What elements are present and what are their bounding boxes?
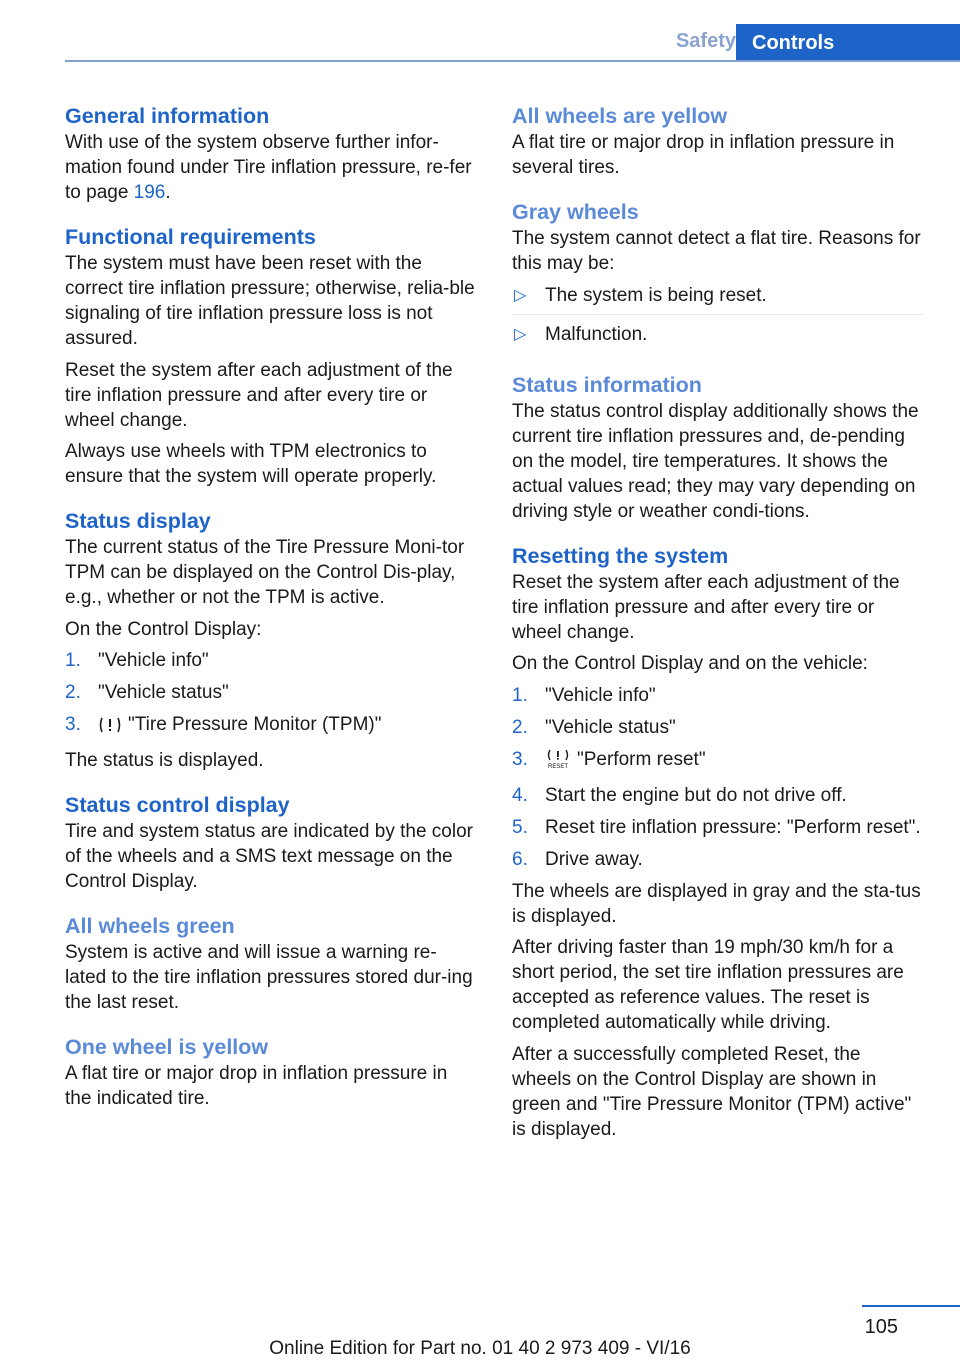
- tire-reset-icon: [545, 749, 571, 776]
- one-wheel-yellow-text: A flat tire or major drop in inflation pressure in the indicated tire.: [65, 1063, 448, 1109]
- gray-wheels-text: The system cannot detect a flat tire. Reasons for this may be:: [512, 228, 921, 274]
- list-item: 1. "Vehicle info": [512, 684, 656, 706]
- section-resetting-system: [512, 542, 924, 1142]
- functional-text-2: Reset the system after each adjustment of the tire inflation pressure and after every tire or wheel change.: [65, 359, 453, 431]
- page-number-rule: [862, 1305, 960, 1307]
- status-control-text: Tire and system status are indicated by the color of the wheels and a SMS text message on the Control Display.: [65, 821, 473, 892]
- functional-text-3: Always use wheels with TPM electronics to ensure that the system will operate properly.: [65, 441, 437, 487]
- section-status-control-display: [65, 791, 477, 894]
- status-display-text-1: The current status of the Tire Pressure Moni-tor TPM can be displayed on the Control Dis-play, e.g., whether or not the TPM is active.: [65, 537, 465, 608]
- section-status-display: [65, 507, 477, 773]
- page-link-196[interactable]: 196: [133, 182, 166, 203]
- section-general-information: [65, 102, 477, 205]
- list-item: 5. Reset tire inflation pressure: "Perform reset".: [512, 816, 921, 838]
- heading-status-display: Status display: [65, 509, 211, 533]
- all-wheels-green-text: System is active and will issue a warning re-lated to the tire inflation pressures stored dur-ing the last reset.: [65, 942, 473, 1013]
- resetting-text-3: The wheels are displayed in gray and the sta-tus is displayed.: [512, 880, 921, 927]
- all-wheels-yellow-text: A flat tire or major drop in inflation pressure in several tires.: [512, 132, 895, 178]
- heading-one-wheel-yellow: One wheel is yellow: [65, 1035, 269, 1059]
- heading-functional-requirements: Functional requirements: [65, 225, 316, 249]
- edition-footer: Online Edition for Part no. 01 40 2 973 409 - VI/16: [269, 1338, 691, 1359]
- svg-text:RESET: RESET: [547, 763, 569, 769]
- tab-safety[interactable]: Safety: [675, 30, 736, 52]
- heading-status-information: Status information: [512, 372, 702, 397]
- list-item: 2. "Vehicle status": [512, 716, 676, 738]
- heading-all-wheels-green: All wheels green: [65, 914, 235, 938]
- list-item: ▷ Malfunction.: [514, 323, 648, 345]
- section-functional-requirements: [65, 223, 477, 489]
- functional-text-1: The system must have been reset with the correct tire inflation pressure; otherwise, relia-ble signaling of tire inflation pressure loss is not assured.: [65, 253, 475, 349]
- tab-controls[interactable]: Controls: [736, 24, 960, 62]
- list-item: ▷ The system is being reset.: [512, 283, 924, 315]
- gray-wheels-reasons: [512, 283, 924, 353]
- heading-all-wheels-yellow: All wheels are yellow: [512, 104, 728, 128]
- status-display-steps: [65, 648, 477, 741]
- resetting-text-1: Reset the system after each adjustment of the tire inflation pressure and after every tire or wheel change.: [512, 571, 900, 643]
- heading-general-information: General information: [65, 104, 270, 128]
- heading-gray-wheels: Gray wheels: [512, 200, 639, 224]
- heading-resetting-system: Resetting the system: [512, 543, 729, 568]
- list-item: 2. "Vehicle status": [65, 682, 229, 703]
- section-status-information: [512, 371, 924, 524]
- triangle-bullet-icon: ▷: [514, 286, 527, 304]
- section-all-wheels-green: [65, 912, 477, 1015]
- list-item: 1. "Vehicle info": [65, 650, 209, 671]
- list-item: 6. Drive away.: [512, 848, 643, 870]
- page-header: [65, 0, 960, 62]
- list-item: 3. "Tire Pressure Monitor (TPM)": [65, 712, 477, 741]
- resetting-steps: [512, 683, 924, 872]
- left-column: [65, 102, 477, 1129]
- resetting-text-4: After driving faster than 19 mph/30 km/h for a short period, the set tire inflation pressures are accepted as reference values. The reset is completed automatically while driving.: [512, 937, 904, 1033]
- general-information-text: With use of the system observe further infor-mation found under Tire inflation pressure, re-fer to page 196.: [65, 132, 472, 203]
- list-item: 4. Start the engine but do not drive off.: [512, 784, 847, 806]
- heading-status-control-display: Status control display: [65, 793, 290, 817]
- section-gray-wheels: [512, 198, 924, 353]
- page-number: 105: [864, 1316, 898, 1338]
- status-display-text-2: On the Control Display:: [65, 618, 262, 640]
- status-information-text: The status control display additionally shows the current tire inflation pressures and, de-pending on the model, tire temperatures. It shows the actual values read; they may vary depending on driving style or weather condi-tions.: [512, 400, 919, 522]
- header-rule: [65, 60, 960, 62]
- list-item: 3. RESET "Perform reset": [512, 747, 924, 776]
- section-one-wheel-yellow: [65, 1033, 477, 1111]
- right-column: [512, 102, 924, 1160]
- tire-warning-icon: [98, 716, 122, 741]
- resetting-text-2: On the Control Display and on the vehicle:: [512, 653, 868, 674]
- resetting-text-5: After a successfully completed Reset, the wheels on the Control Display are shown in green and "Tire Pressure Monitor (TPM) active" is displayed.: [512, 1043, 912, 1140]
- triangle-bullet-icon: ▷: [514, 325, 527, 343]
- section-all-wheels-yellow: [512, 102, 924, 180]
- status-display-text-3: The status is displayed.: [65, 750, 264, 771]
